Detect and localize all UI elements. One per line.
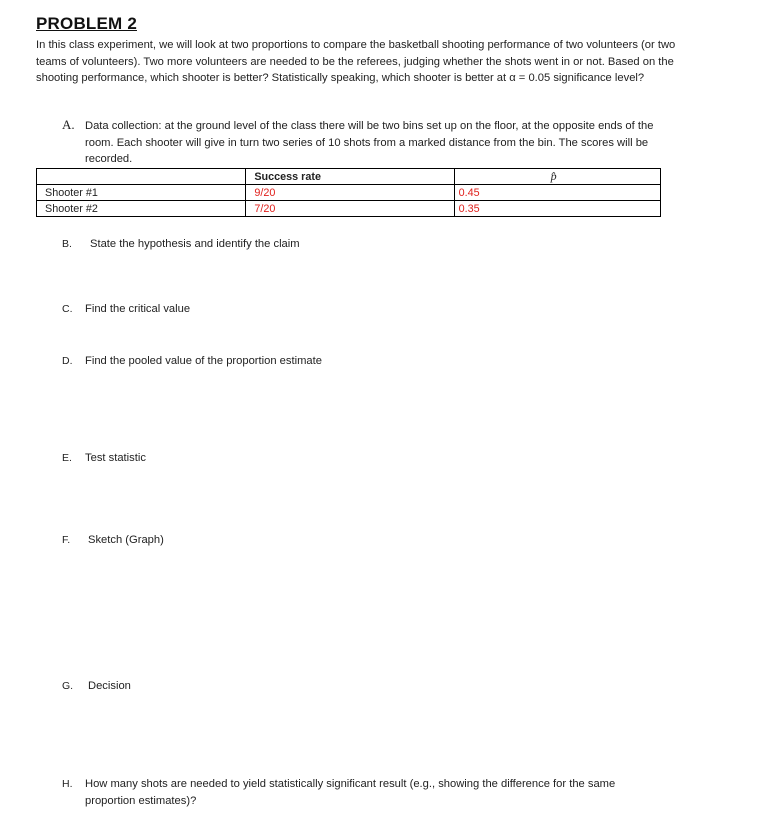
- item-g-text: Decision: [88, 680, 131, 692]
- item-d-letter: D.: [62, 355, 73, 367]
- phat-cell: 0.35: [454, 201, 660, 217]
- item-b-letter: B.: [62, 238, 72, 250]
- header-cell-phat: [454, 169, 660, 185]
- problem-title: PROBLEM 2: [36, 14, 137, 33]
- problem-intro: In this class experiment, we will look at two proportions to compare the basketball shooting performance of two volunteers (or two teams of volunteers). Two more volunteers are needed to be the referees, judging whether the shots went in or not. Based on the shooting performance, which shooter is better? Statistically speaking, which shooter is better at α = 0.05 significance level?: [36, 39, 676, 85]
- success-rate-cell: 7/20: [246, 201, 454, 217]
- item-f-letter: F.: [62, 534, 71, 546]
- header-cell-success-rate: Success rate: [246, 169, 454, 185]
- item-h-letter: H.: [62, 778, 73, 790]
- item-a-letter: A.: [62, 117, 75, 132]
- item-d-text: Find the pooled value of the proportion estimate: [85, 355, 322, 367]
- item-c: [62, 301, 662, 318]
- item-h-text: How many shots are needed to yield statistically significant result (e.g., showing the difference for the same proportion estimates)?: [85, 778, 616, 807]
- item-b-text: State the hypothesis and identify the claim: [90, 238, 300, 250]
- item-e-text: Test statistic: [85, 452, 146, 464]
- item-c-text: Find the critical value: [85, 303, 191, 315]
- item-e-letter: E.: [62, 452, 72, 464]
- table-header-row: [37, 169, 661, 185]
- item-g-letter: G.: [62, 680, 74, 692]
- phat-cell: 0.45: [454, 185, 660, 201]
- table-row: [37, 201, 661, 217]
- item-a-text: Data collection: at the ground level of the class there will be two bins set up on the floor, at the opposite ends of the room. Each shooter will give in turn two series of 10 shots from a marked distance from the bin. The scores will be recorded.: [85, 120, 654, 166]
- success-rate-cell: 9/20: [246, 185, 454, 201]
- item-g: [62, 678, 662, 695]
- item-h: [62, 776, 662, 810]
- item-d: [62, 353, 662, 370]
- header-cell-empty: [37, 169, 246, 185]
- shooter-name-cell: Shooter #2: [37, 201, 246, 217]
- table-row: [37, 185, 661, 201]
- shooter-name-cell: Shooter #1: [37, 185, 246, 201]
- item-f-text: Sketch (Graph): [88, 534, 164, 546]
- item-c-letter: C.: [62, 303, 73, 315]
- item-b: [62, 236, 662, 253]
- item-e: [62, 450, 662, 467]
- results-table: [36, 168, 661, 217]
- item-f: [62, 532, 662, 549]
- phat-symbol: p̂: [550, 169, 557, 183]
